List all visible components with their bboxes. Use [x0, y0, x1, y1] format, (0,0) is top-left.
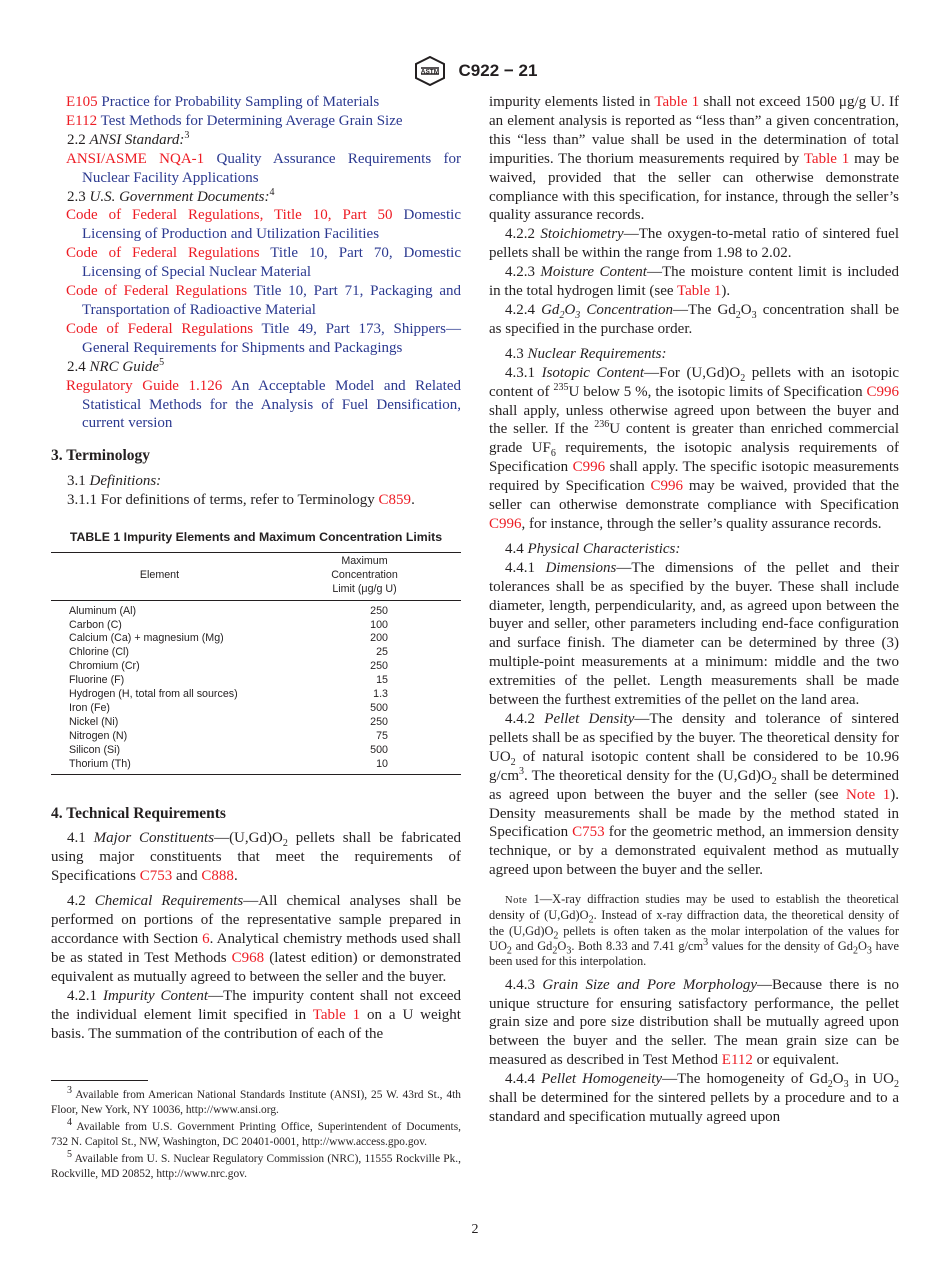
reference-e112: [51, 112, 461, 131]
c968-link[interactable]: C968: [231, 949, 265, 966]
section-4-4-2: 4.4.2 Pellet Density—The density and tolerance of sintered pellets shall be as specified by the buyer. The theoretical density for $UO_2$ of natural isotopic content shall be considered to be 10.96 $g/cm^3$. The theoretical density for the $(U,Gd)O_2$ shall be determined as agreed upon between the buyer and the seller (see Note 1). Density measurements shall be made by the method stated in Specification C753 for the geometric method, an immersion density technique, or by a demonstrated equivalent method as mutually agreed upon between the buyer and the seller.: [489, 711, 900, 879]
footnote-3: $^3$ Available from American National Standards Institute (ANSI), 25 W. 43rd St., 4th Floor, New York, NY 10036, http://www.ansi.org.: [51, 1085, 461, 1116]
table-row: Fluorine (F) 15: [69, 674, 388, 687]
section-2-2: 2.2 ANSI Standard:$^3$: [67, 129, 190, 148]
footnote-4: $^4$ Available from U.S. Government Printing Office, Superintendent of Documents, 732 N. Capitol St., NW, Washington, DC 20401-0001, http://www.access.gpo.gov.: [51, 1117, 462, 1148]
section-4-heading: 4. Technical Requirements: [51, 804, 226, 822]
c859-link[interactable]: C859: [378, 492, 412, 509]
page-number: 2: [471, 1222, 479, 1237]
reference-cfr-10-50: [51, 206, 461, 244]
c996-link[interactable]: C996: [650, 478, 684, 495]
reference-cfr-10-71: [51, 282, 461, 320]
footnote-ref[interactable]: 4: [269, 186, 275, 198]
c753-link[interactable]: C753: [572, 824, 605, 841]
ref-code-link[interactable]: ANSI/ASME NQA-1: [66, 150, 205, 167]
document-designation: C922 − 21: [458, 61, 538, 80]
table-row: Aluminum (Al) 250: [69, 604, 388, 617]
table-row: Chromium (Cr) 250: [69, 660, 388, 673]
section-3-heading: 3. Terminology: [51, 447, 151, 465]
section-3-1-1: 3.1.1 For definitions of terms, refer to Terminology C859.: [67, 492, 415, 509]
footnote-5: $^5$ Available from U. S. Nuclear Regulatory Commission (NRC), 11555 Rockville Pk., Rockville, MD 20852, http://www.nrc.gov.: [51, 1149, 461, 1180]
table-1-link[interactable]: Table 1: [312, 1006, 361, 1023]
table-row: Calcium (Ca) + magnesium (Mg) 200: [69, 632, 388, 645]
ref-title-link[interactable]: Title 10, Part 70, Domestic Licensing of Special Nuclear Material: [82, 245, 462, 281]
note-1-link[interactable]: Note 1: [846, 786, 891, 803]
table-1-link[interactable]: Table 1: [654, 94, 700, 110]
table-row: Nickel (Ni) 250: [69, 715, 388, 728]
table-header-row: [51, 552, 461, 600]
reference-cfr-49-173: [51, 320, 461, 358]
section-6-link[interactable]: 6: [202, 930, 210, 947]
footnote-rule: [51, 1080, 148, 1081]
footnotes: [51, 1085, 462, 1184]
section-4-2-1-continued: impurity elements listed in Table 1 shall not exceed 1500 μg/g U. If an element analysis is reported as “less than” a given concentration, this “less than” value shall be used in the determination of total impurities. The thorium measurements required by Table 1 may be waived, provided that the seller can otherwise demonstrate compliance with this specification, for instance, through the seller’s quality assurance records.: [489, 94, 899, 224]
ref-code-link[interactable]: Code of Federal Regulations: [66, 320, 254, 337]
table-row: Silicon (Si) 500: [69, 743, 388, 756]
impurity-limits-table: [51, 552, 461, 775]
table-row: Carbon (C) 100: [69, 618, 388, 631]
section-4-3: 4.3 Nuclear Requirements:: [505, 345, 667, 362]
ref-title-link[interactable]: Quality Assurance Requirements for Nuclear Facility Applications: [82, 150, 461, 186]
reference-ansi: [51, 150, 461, 188]
table-1-caption: TABLE 1 Impurity Elements and Maximum Concentration Limits: [69, 530, 443, 545]
left-column: [51, 93, 461, 1043]
ref-title-link[interactable]: Practice for Probability Sampling of Materials: [101, 94, 380, 110]
reference-cfr-10-70: [51, 244, 461, 282]
section-4-1: 4.1 Major $Constituents—(U,Gd)O_2$ pellets shall be fabricated using major constituents that meet the requirements of Specifications C753 and C888.: [51, 830, 461, 885]
section-4-4-4: 4.4.4 Pellet Homogeneity—The homogeneity of $Gd_2O_3$ in $UO_2$ shall be determined for the sintered pellets by a procedure and to a standard and specification mutually agreed upon: [489, 1071, 900, 1125]
e112-link[interactable]: E112: [721, 1052, 753, 1069]
section-4-2-3: 4.2.3 Moisture Content—The moisture content limit is included in the total hydrogen limit (see Table 1).: [489, 264, 899, 300]
c996-link[interactable]: C996: [866, 383, 899, 400]
logo-text: ASTM: [420, 68, 439, 76]
ref-title-link[interactable]: Domestic Licensing of Production and Utilization Facilities: [82, 207, 462, 243]
col-header-element: Element: [51, 552, 268, 600]
note-1: Note 1—X-ray diffraction studies may be used to establish the theoretical density of $(U,Gd)O_2$. Instead of x-ray diffraction data, the theoretical density of the $(U,Gd)O_2$ pellets is often taken as the molar interpolation of the values for $UO_2$ and $Gd_2O_3$. Both 8.33 and 7.41 $g/cm^3$ values for the density of $Gd_2O_3$ have been used for this interpolation.: [489, 892, 900, 969]
c996-link[interactable]: C996: [489, 515, 522, 532]
astm-logo-icon: [413, 56, 447, 86]
table-row: Nitrogen (N) 75: [69, 729, 388, 742]
section-3-1: 3.1 Definitions:: [67, 473, 162, 490]
table-1-link[interactable]: Table 1: [677, 283, 722, 300]
section-4-3-1: 4.3.1 Isotopic Content—For $(U,Gd)O_2$ pellets with an isotopic content of $^{235}$U below 5 %, the isotopic limits of Specification C996 shall apply, unless otherwise agreed upon between the buyer and the seller. If the $^{236}$U content is greater than enriched commercial grade $UF_6$ requirements, the isotopic analysis requirements of Specification C996 shall apply. The specific isotopic measurements required by Specification C996 may be waived, provided that the seller can otherwise demonstrate compliance with Specification C996, for instance, through the seller’s quality assurance records.: [489, 364, 900, 532]
ref-code-link[interactable]: Code of Federal Regulations: [66, 283, 248, 300]
section-2-4: 2.4 NRC Guide$^5$: [67, 356, 165, 375]
ref-code-link[interactable]: E112: [66, 112, 98, 129]
c996-link[interactable]: C996: [572, 459, 606, 476]
c753-link[interactable]: C753: [139, 868, 173, 885]
col-header-limit: Maximum Concentration Limit (μg/g U): [268, 552, 461, 600]
reference-nrc: [51, 377, 461, 434]
section-4-2-4: 4.2.4 $Gd_2O_3$ Concentration—The $Gd_2O_3$ concentration shall be as specified in the purchase order.: [489, 301, 899, 337]
ref-code-link[interactable]: Code of Federal Regulations: [66, 245, 260, 262]
table-1-link[interactable]: Table 1: [803, 150, 850, 167]
ref-code-link[interactable]: Regulatory Guide 1.126: [66, 377, 223, 394]
section-4-4-3: 4.4.3 Grain Size and Pore Morphology—Because there is no unique structure for ensuring satisfactory performance, the pellet grain size and pore size distribution shall be mutually agreed upon between the buyer and the seller. The mean grain size can be measured as described in Test Method E112 or equivalent.: [489, 976, 900, 1069]
table-row: Thorium (Th) 10: [51, 758, 461, 774]
table-row: Chlorine (Cl) 25: [69, 646, 388, 659]
table-row: Iron (Fe) 500: [69, 702, 388, 714]
ref-title-link[interactable]: Title 10, Part 71, Packaging and Transportation of Radioactive Material: [82, 283, 462, 318]
section-4-2-2: 4.2.2 Stoichiometry—The oxygen-to-metal ratio of sintered fuel pellets shall be within the range from 1.98 to 2.02.: [489, 226, 899, 262]
footnote-ref[interactable]: 5: [159, 356, 165, 368]
footnote-ref[interactable]: 3: [184, 129, 190, 141]
c888-link[interactable]: C888: [201, 868, 234, 885]
section-4-2: 4.2 Chemical Requirements—All chemical analyses shall be performed on portions of the representative sample prepared in accordance with Section 6. Analytical chemistry methods used shall be as stated in Test Methods C968 (latest edition) or demonstrated equivalent as mutually agreed to between the seller and the buyer.: [51, 893, 461, 985]
ref-title-link[interactable]: Title 49, Part 173, Shippers—General Requirements for Shipments and Packagings: [82, 320, 461, 356]
section-4-2-1: 4.2.1 Impurity Content—The impurity content shall not exceed the individual element limit specified in Table 1 on a U weight basis. The summation of the contribution of each of the: [51, 987, 462, 1042]
section-4-4-1: 4.4.1 Dimensions—The dimensions of the pellet and their tolerances shall be as specified by the buyer. These shall include diameter, length, perpendicularity, and, as agreed upon between the buyer and seller, other parameters including end-face configuration and surface finish. The diameter can be determined by three (3) multiple-point measurements at a minimum: middle and the two extremities of the pellet. Length measurements shall be made between the furthest extremities of the pellet on the land area.: [489, 559, 899, 709]
page-header: [0, 56, 950, 86]
ref-title-link[interactable]: Test Methods for Determining Average Grain Size: [100, 112, 403, 129]
right-column: [489, 93, 899, 1127]
ref-title-link[interactable]: An Acceptable Model and Related Statistical Methods for the Analysis of Fuel Densification, current version: [82, 377, 461, 432]
section-2-3: 2.3 U.S. Government Documents:$^4$: [67, 186, 275, 205]
ref-code-link[interactable]: Code of Federal Regulations, Title 10, Part 50: [66, 207, 393, 224]
section-4-4: 4.4 Physical Characteristics:: [505, 540, 681, 557]
table-row: Hydrogen (H, total from all sources) 1.3: [69, 688, 388, 701]
ref-code-link[interactable]: E105: [66, 94, 98, 110]
reference-e105: [51, 93, 461, 112]
